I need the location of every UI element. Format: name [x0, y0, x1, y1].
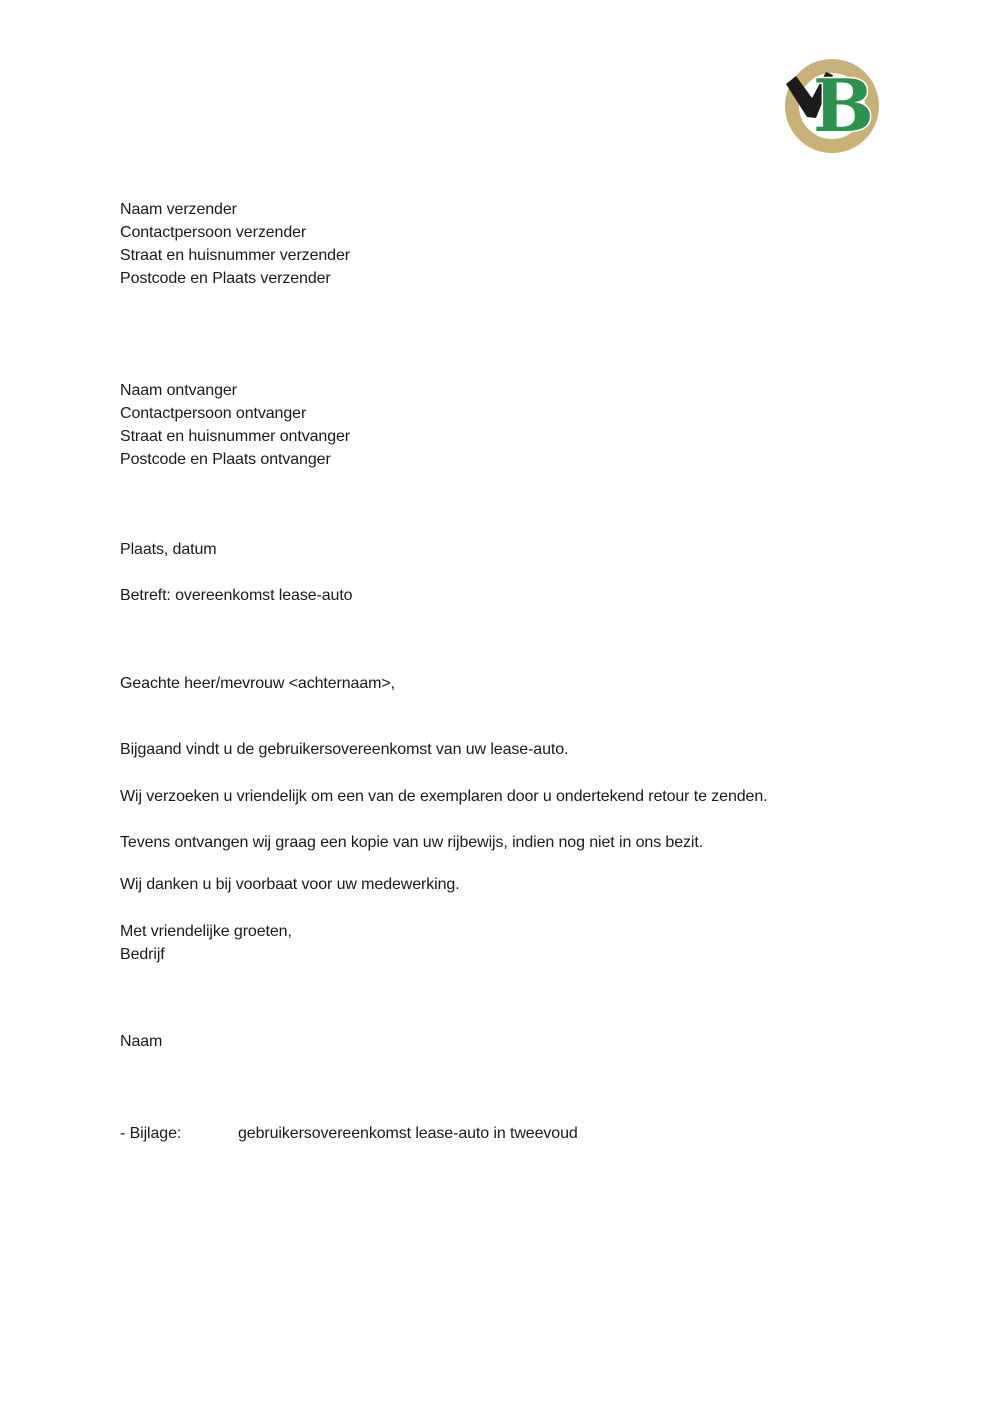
body-paragraph: Wij danken u bij voorbaat voor uw medewerking. [120, 876, 460, 893]
attachment-line [120, 1122, 578, 1145]
sender-address-block [120, 198, 350, 290]
attachment-value: gebruikersovereenkomst lease-auto in tweevoud [238, 1125, 578, 1142]
logo-letter-b: B [813, 63, 874, 148]
recipient-line: Postcode en Plaats ontvanger [120, 451, 331, 468]
closing-line: Met vriendelijke groeten, [120, 923, 292, 940]
signature-name: Naam [120, 1033, 163, 1050]
recipient-line: Straat en huisnummer ontvanger [120, 428, 351, 445]
sender-line: Straat en huisnummer verzender [120, 247, 351, 264]
sender-line: Postcode en Plaats verzender [120, 270, 331, 287]
body-paragraph: Wij verzoeken u vriendelijk om een van de exemplaren door u ondertekend retour te zenden. [120, 788, 768, 805]
subject-line: Betreft: overeenkomst lease-auto [120, 587, 353, 604]
salutation: Geachte heer/mevrouw <achternaam>, [120, 675, 395, 692]
date-line: Plaats, datum [120, 541, 217, 558]
sender-line: Naam verzender [120, 201, 237, 218]
body-paragraph: Bijgaand vindt u de gebruikersovereenkomst van uw lease-auto. [120, 741, 569, 758]
recipient-line: Naam ontvanger [120, 382, 237, 399]
company-logo [782, 57, 882, 157]
closing-block [120, 920, 292, 966]
company-name: Bedrijf [120, 946, 165, 963]
sender-line: Contactpersoon verzender [120, 224, 307, 241]
recipient-address-block [120, 379, 350, 471]
attachment-label: - Bijlage: [120, 1125, 182, 1142]
recipient-line: Contactpersoon ontvanger [120, 405, 307, 422]
body-paragraph: Tevens ontvangen wij graag een kopie van uw rijbewijs, indien nog niet in ons bezit. [120, 834, 704, 851]
